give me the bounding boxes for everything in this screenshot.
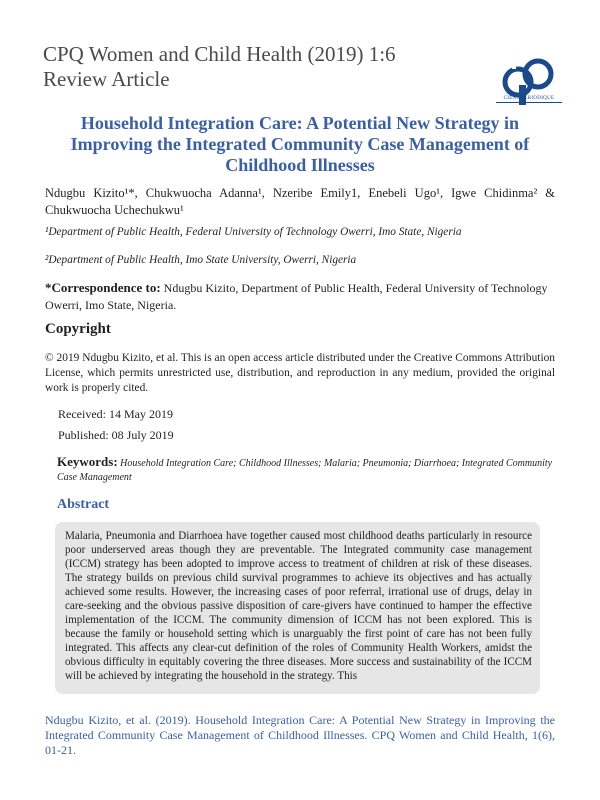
author-list: Ndugbu Kizito¹*, Chukwuocha Adanna¹, Nzeribe Emily1, Enebeli Ugo¹, Igwe Chidinma² & Chukwuocha Uchechukwu¹: [45, 186, 555, 217]
published-date: Published: 08 July 2019: [58, 428, 174, 442]
received-date: Received: 14 May 2019: [58, 407, 173, 421]
abstract-box: [55, 522, 540, 694]
article-title: Household Integration Care: A Potential New Strategy in Improving the Integrated Community Case Management of Childhood Illnesses: [70, 113, 530, 175]
keywords-label: Keywords:: [57, 454, 118, 469]
article-type: Review Article: [43, 67, 170, 91]
abstract-text: Malaria, Pneumonia and Diarrhoea have together caused most childhood deaths particularly in resource poor underserved areas though they are preventable. The Integrated community case management (ICCM) strategy has been adopted to improve access to treatment of children at risk of these diseases. The strategy builds on previous child survival programmes to achieve its objectives and has actually achieved some results. However, the increasing cases of poor referral, irrational use of drugs, delay in care-seeking and the obvious passive disposition of care-givers have continued to hamper the effective implementation of the ICCM. The community dimension of ICCM has not been explored. This is because the family or household setting which is unarguably the first point of care has not been fully integrated. This affects any clear-cut definition of the roles of Community Health Workers, amidst the obvious difficulty in equitably covering the three diseases. More success and sustainability of the ICCM will be achieved by integrating the household in the strategy. This: [65, 530, 532, 682]
correspondence-label: *Correspondence to:: [45, 280, 161, 295]
logo-text: CIENT PERIODIQUE: [503, 96, 555, 101]
correspondence: [45, 279, 555, 314]
logo-divider: [496, 102, 562, 103]
copyright-text: © 2019 Ndugbu Kizito, et al. This is an open access article distributed under the Creative Commons Attribution License, which permits unrestricted use, distribution, and reproduction in any medium, provided the original work is properly cited.: [45, 352, 555, 394]
affiliation-1: ¹Department of Public Health, Federal University of Technology Owerri, Imo State, Nigeria: [45, 226, 462, 238]
copyright-heading: Copyright: [45, 321, 111, 337]
correspondence-text: Ndugbu Kizito, Department of Public Health, Federal University of Technology Owerri, Imo State, Nigeria.: [45, 281, 548, 312]
journal-name: CPQ Women and Child Health (2019) 1:6: [43, 42, 396, 66]
citation-footer: Ndugbu Kizito, et al. (2019). Household Integration Care: A Potential New Strategy in Improving the Integrated Community Case Management of Childhood Illnesses. CPQ Women and Child Health, 1(6), 01-21.: [45, 713, 555, 757]
affiliation-2: ²Department of Public Health, Imo State University, Owerri, Nigeria: [45, 254, 357, 266]
journal-header: [43, 42, 396, 92]
abstract-heading: Abstract: [57, 497, 110, 512]
keywords-text: Household Integration Care; Childhood Illnesses; Malaria; Pneumonia; Diarrhoea; Integrated Community Case Management: [57, 458, 553, 483]
keywords: [57, 455, 555, 485]
